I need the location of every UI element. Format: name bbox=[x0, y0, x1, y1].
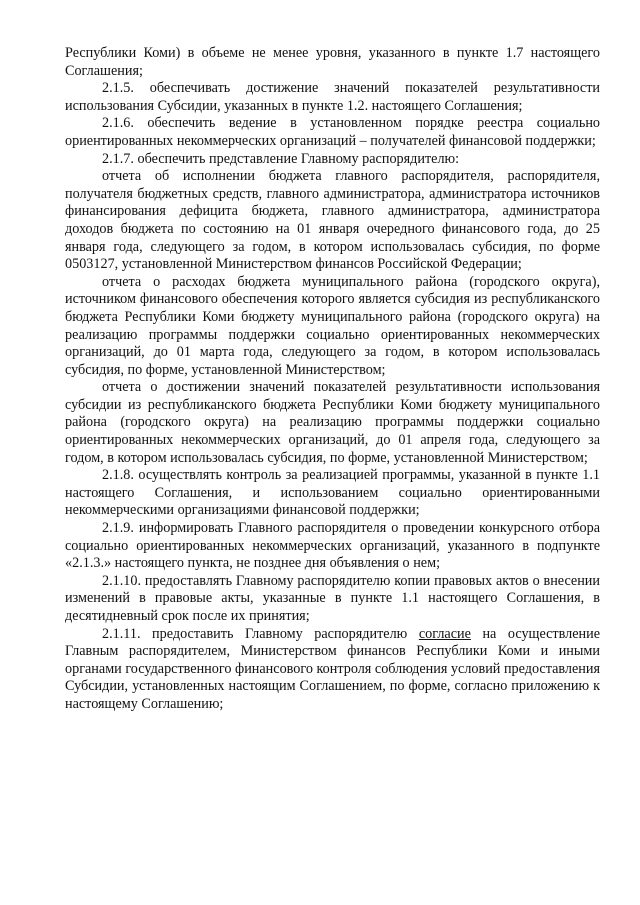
paragraph-continuation: Республики Коми) в объеме не менее уровня, указанного в пункте 1.7 настоящего Соглашения; bbox=[65, 45, 600, 79]
paragraph-2-1-11 bbox=[65, 626, 600, 714]
paragraph-2-1-11-start: 2.1.11. предоставить Главному распорядителю bbox=[102, 625, 419, 642]
paragraph-report-expenses: отчета о расходах бюджета муниципального района (городского округа), источником финансового обеспечения которого является субсидия из республиканского бюджета Республики Коми бюджету муниципального района (городского округа) на реализацию программы поддержки социально ориентированных некоммерческих организаций, до 01 марта года, следующего за годом, в котором использовалась субсидия, по форме, установленной Министерством; bbox=[65, 273, 600, 378]
document-text bbox=[65, 45, 600, 714]
paragraph-2-1-8: 2.1.8. осуществлять контроль за реализацией программы, указанной в пункте 1.1 настоящего Соглашения, и использованием социально ориентированными некоммерческими организациями финансовой поддержки; bbox=[65, 467, 600, 519]
paragraph-2-1-11-end: на осуществление Главным распорядителем, Министерством финансов Республики Коми и иными органами государственного финансового контроля соблюдения условий предоставления Субсидии, установленных настоящим Соглашением, по форме, согласно приложению к настоящему Соглашению; bbox=[65, 625, 601, 712]
paragraph-2-1-10: 2.1.10. предоставлять Главному распорядителю копии правовых актов о внесении изменений в правовые акты, указанные в пункте 1.1 настоящего Соглашения, в десятидневный срок после их принятия; bbox=[65, 572, 600, 624]
paragraph-2-1-7: 2.1.7. обеспечить представление Главному распорядителю: bbox=[102, 150, 460, 167]
paragraph-report-budget-execution: отчета об исполнении бюджета главного распорядителя, распорядителя, получателя бюджетных средств, главного администратора, администратора источников финансирования дефицита бюджета, главного администратора, администратора доходов бюджета по состоянию на 01 января очередного финансового года, до 25 января года, следующего за годом, в котором использовалась субсидия, по форме 0503127, установленной Министерством финансов Российской Федерации; bbox=[65, 168, 600, 273]
paragraph-2-1-9: 2.1.9. информировать Главного распорядителя о проведении конкурсного отбора социально ориентированных некоммерческих организаций, указанного в подпункте «2.1.3.» настоящего пункта, не позднее дня объявления о нем; bbox=[65, 520, 600, 572]
paragraph-2-1-5: 2.1.5. обеспечивать достижение значений показателей результативности использования Субсидии, указанных в пункте 1.2. настоящего Соглашения; bbox=[65, 80, 600, 114]
paragraph-report-indicators: отчета о достижении значений показателей результативности использования субсидии из республиканского бюджета Республики Коми бюджету муниципального района (городского округа) на реализацию программы поддержки социально ориентированных некоммерческих организаций, до 01 апреля года, следующего за годом, в котором использовалась субсидия, по форме, установленной Министерством; bbox=[65, 379, 600, 466]
consent-underlined-word: согласие bbox=[418, 625, 471, 642]
paragraph-2-1-6: 2.1.6. обеспечить ведение в установленном порядке реестра социально ориентированных некоммерческих организаций – получателей финансовой поддержки; bbox=[65, 115, 600, 149]
